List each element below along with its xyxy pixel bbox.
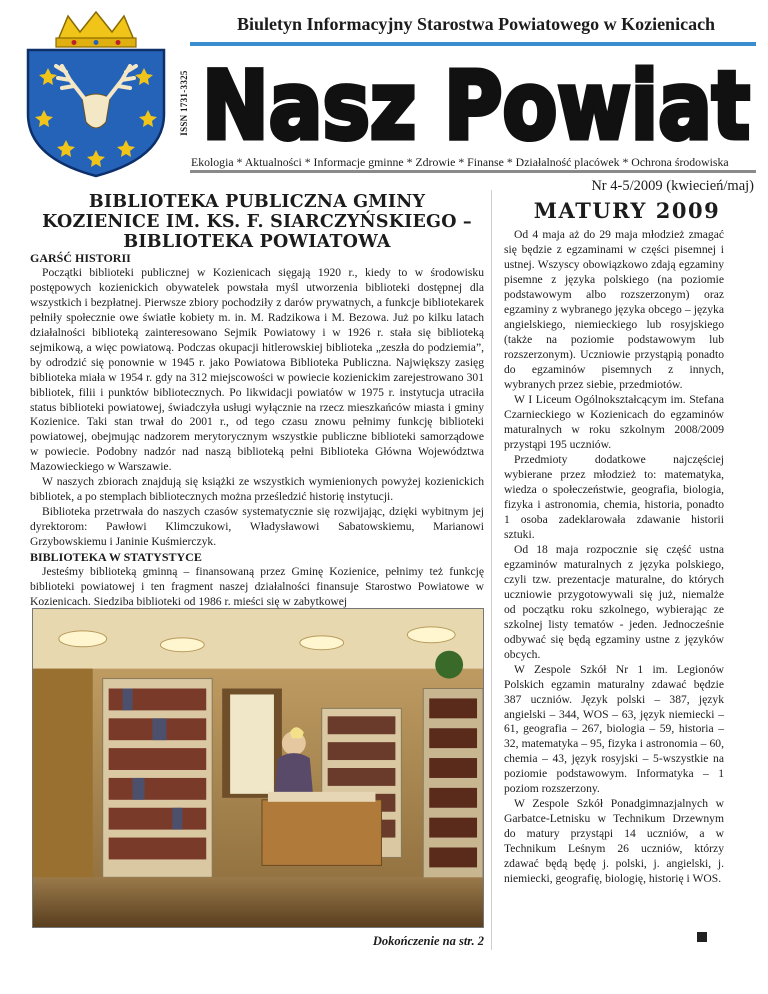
bulletin-title: Biuletyn Informacyjny Starostwa Powiatowego w Kozienicach [236,14,716,34]
coat-of-arms-crest [22,10,170,178]
paragraph: Od 4 maja aż do 29 maja młodzież zmagać się będzie z egzaminami w części pisemnej i ustnej. Wszyscy obowiązkowo zdają egzaminy pisemne z języka polskiego (na poziomie podstawowym albo rozszerzonym) oraz egzaminy z wybranego języka obcego – języka angielskiego, niemieckiego lub rosyjskiego (także na poziomie podstawowym lub rozszerzonym). Uczniowie przystąpią ponadto do egzaminów pisemnych z innych, wybranych przez siebie, przedmiotów. [504,228,724,391]
paragraph: Przedmioty dodatkowe najczęściej wybierane przez młodzież to: matematyka, wiedza o społeczeństwie, geografia, biologia, fizyka i astronomia, chemia, historia, ponadto 1 osoba zadeklarowała zdawanie historii sztuki. [504,452,724,541]
masthead-grey-rule [190,170,756,173]
paragraph: Od 18 maja rozpocznie się część ustna egzaminów maturalnych z języka polskiego, czyli tzw. prezentacje maturalne, do których uczniowie przygotowywali się już, niemalże od początku roku szkolnego, wybierając ze szkolnej listy tematów - jeden. Jednocześnie odbywać się będą egzaminy ustne z języków obcych. [504,542,724,661]
matury-article-heading: MATURY 2009 [533,198,721,223]
paragraph: W Zespole Szkół Nr 1 im. Legionów Polskich egzamin maturalny zdawać będzie 387 uczniów. Język polski – 387, język angielski – 344, WOS – 63, język niemiecki – 61, geografia – 267, biologia – 59, historia – 32, matematyka – 95, fizyka i astronomia – 60, chemia – 43, język rosyjski – 5-wszystkie na poziomie podstawowym. Informatyka – 1 poziom rozszerzony. [504,662,724,796]
issue-number: Nr 4-5/2009 (kwiecień/maj) [591,178,754,194]
library-article-heading: BIBLIOTEKA PUBLICZNA GMINY KOZIENICE IM. KS. F. SIARCZYŃSKIEGO – BIBLIOTEKA POWIATOWA [42,192,472,252]
paragraph: Biblioteka przetrwała do naszych czasów systematycznie się rozwijając, dzięki wybitnym jej dyrektorom: Pawłowi Klimczukowi, Władysławowi Sabatowskiemu, Marianowi Grzybowskiemu i Janinie Kuśmierczyk. [30,505,484,549]
paragraph: W I Liceum Ogólnokształcącym im. Stefana Czarnieckiego w Kozienicach do egzaminów maturalnych w roku szkolnym 2008/2009 przystąpi 195 uczniów. [504,392,724,451]
newspaper-logo [196,46,756,154]
continued-on-page-note: Dokończenie na str. 2 [372,934,484,948]
section-heading-statistics: BIBLIOTEKA W STATYSTYCE [30,550,202,565]
article-end-mark [697,932,707,942]
paragraph: Początki biblioteki publicznej w Kozienicach sięgają 1920 r., kiedy to w środowisku postępowych kozienickich obywatelek powstała myśl utworzenia biblioteki dostępnej dla wszystkich i bezpłatnej. Pierwsze zbiory pochodziły z darów prywatnych, a funkcje bibliotekarek pełniły społecznie owe światłe kobiety m. in. M. Radzikowa i M. Bezowa. Już po kilku latach działalności biblioteką zainteresowano Sejmik Powiatowy i w 1926 r. stała się biblioteką sejmikową, a więc powiatową. Podczas okupacji hitlerowskiej biblioteka „zeszła do podziemia”, by odrodzić się ponownie w 1945 r. jako Powiatowa Biblioteka Publiczna. Największy zasięg biblioteka miała w 1954 r. gdy na 312 miejscowości w powiecie kozienickim zarejestrowano 301 bibliotek, filii i punktów bibliotecznych. Po likwidacji powiatów w 1975 r. instytucja utraciła status biblioteki powiatowej, świadczyła usługi wyłącznie na rzecz mieszkańców miasta i gminy Kozienice. Taki stan trwał do 2001 r., od tego czasu znowu pełnimy funkcję biblioteki powiatowej, obejmując nadzorem merytorycznym wszystkie publiczne biblioteki samorządowe w powiecie. Podobny nadzór nad naszą biblioteką pełni Biblioteka Główna Województwa Mazowieckiego w Warszawie. [30,265,484,474]
section-heading-history: GARŚĆ HISTORII [30,251,131,265]
paragraph: Jesteśmy biblioteką gminną – finansowaną przez Gminę Kozienice, pełnimy też funkcję biblioteki powiatowej i ten fragment naszej działalności finansuje Starostwo Powiatowe w Kozienicach. Siedziba biblioteki od 1986 r. mieści się w zabytkowej [30,565,484,608]
logo-text: Nasz Powiat [202,52,750,154]
paragraph: W naszych zbiorach znajdują się książki ze wszystkich wymienionych powyżej kozienickich bibliotek, a po stemplach bibliotecznych można prześledzić historię instytucji. [30,475,484,504]
library-article-body [30,251,484,610]
categories-line: Ekologia * Aktualności * Informacje gminne * Zdrowie * Finanse * Działalność placówek * Ochrona środowiska [191,155,729,169]
issn-label: ISSN 1731-3325 [179,69,189,136]
column-divider [491,190,492,950]
library-interior-photo [32,608,484,928]
matury-article-body [504,228,724,887]
paragraph: W Zespole Szkół Ponadgimnazjalnych w Garbatce-Letnisku w Technikum Drzewnym do matury przystąpi 14 uczniów, a w Technikum Leśnym 26 uczniów, którzy zdawać będą będę j. polski, j. angielski, j. niemiecki, geografię, biologię, historię i WOS. [504,797,724,886]
